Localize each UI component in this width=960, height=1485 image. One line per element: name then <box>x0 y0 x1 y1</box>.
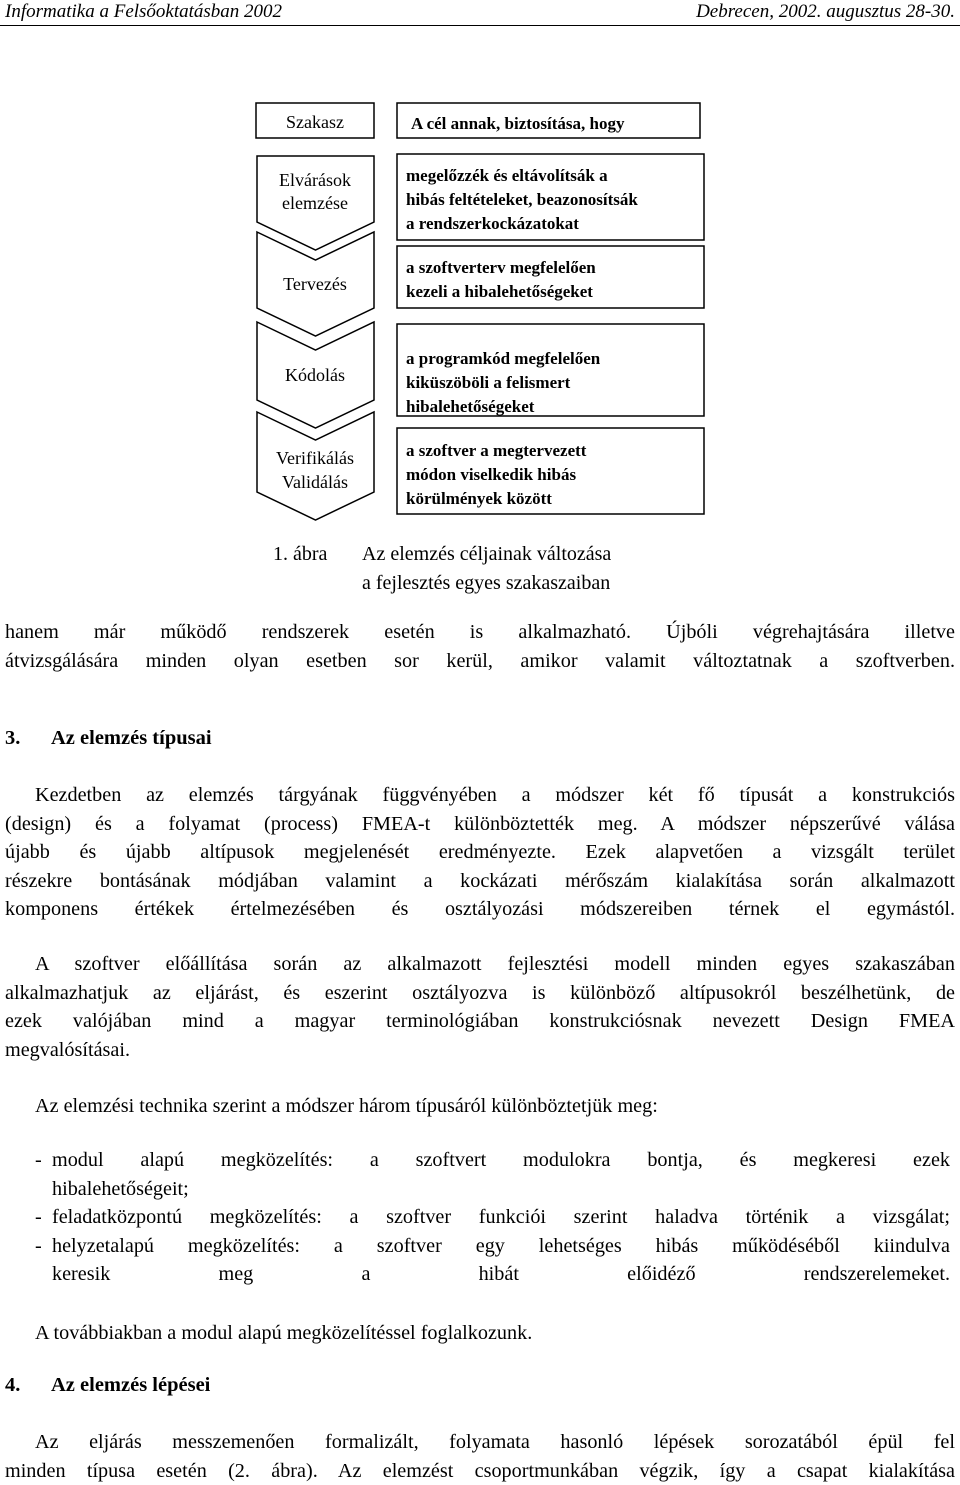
text-line: Az eljárás messzemenően formalizált, folyamata hasonló lépések sorozatából épül fel <box>35 1431 955 1453</box>
goal-text: hibalehetőségeket <box>406 397 535 416</box>
section-title: Az elemzés típusai <box>51 727 212 749</box>
paragraph <box>5 1428 955 1485</box>
header-rule <box>0 25 960 26</box>
section-number: 4. <box>5 1374 21 1396</box>
goal-text: kiküszöböli a felismert <box>406 373 571 392</box>
text-line: minden típusa esetén (2. ábra). Az elemzést csoportmunkában végzik, így a csapat kialakítása <box>5 1459 955 1482</box>
text-line: A továbbiakban a modul alapú megközelítéssel foglalkozunk. <box>35 1322 533 1344</box>
goal-header-label: A cél annak, biztosítása, hogy <box>411 114 625 133</box>
figure-caption-line: a fejlesztés egyes szakaszaiban <box>362 572 611 594</box>
text-line: keresik meg a hibát előidéző rendszerelemeket. <box>52 1263 950 1286</box>
paragraph <box>5 950 955 1064</box>
text-line: átvizsgálására minden olyan esetben sor kerül, amikor valamit változtatnak a szoftverben. <box>5 649 955 672</box>
list-dash: - <box>35 1206 42 1229</box>
text-line: alkalmazhatjuk az eljárást, és eszerint osztályozva is különböző altípusokról beszélhetünk, de <box>5 981 955 1004</box>
text-line: modul alapú megközelítés: a szoftvert modulokra bontja, és megkeresi ezek <box>52 1149 950 1171</box>
goal-text: módon viselkedik hibás <box>406 465 577 484</box>
paragraph <box>35 1319 532 1348</box>
goal-text: a szoftver a megtervezett <box>406 441 587 460</box>
section-number: 3. <box>5 727 21 749</box>
running-header-left: Informatika a Felsőoktatásban 2002 <box>5 1 283 22</box>
text-line: Az elemzési technika szerint a módszer három típusáról különböztetjük meg: <box>35 1095 658 1117</box>
phase-label: Validálás <box>282 472 348 492</box>
text-line: megvalósításai. <box>5 1038 131 1061</box>
text-line: újabb és újabb altípusok megjelenését eredményezte. Ezek alapvetően a vizsgált terület <box>5 841 955 864</box>
goal-text: kezeli a hibalehetőségeket <box>406 282 593 301</box>
goal-text: a rendszerkockázatokat <box>406 214 579 233</box>
text-line: (design) és a folyamat (process) FMEA-t különböztették meg. A módszer népszerűvé válása <box>5 812 955 835</box>
text-line: feladatközpontú megközelítés: a szoftver funkciói szerint haladva történik a vizsgálat; <box>52 1206 950 1229</box>
goal-text: megelőzzék és eltávolítsák a <box>406 166 608 185</box>
figure-caption-number: 1. ábra <box>273 543 328 565</box>
goal-text: körülmények között <box>406 489 552 508</box>
text-line: Kezdetben az elemzés tárgyának függvényében a módszer két fő típusát a konstrukciós <box>35 784 955 806</box>
list-dash: - <box>35 1234 42 1257</box>
goal-text: a programkód megfelelően <box>406 349 601 368</box>
phase-header-label: Szakasz <box>286 112 344 132</box>
phase-label: Tervezés <box>283 274 347 294</box>
phase-label: Kódolás <box>285 365 345 385</box>
paragraph <box>35 1092 658 1121</box>
text-line: A szoftver előállítása során az alkalmazott fejlesztési modell minden egyes szakaszában <box>35 953 955 975</box>
text-line: hanem már működő rendszerek esetén is alkalmazható. Újbóli végrehajtására illetve <box>5 621 955 643</box>
text-line: ezek valójában mind a magyar terminológiában konstrukciósnak nevezett Design FMEA <box>5 1010 955 1033</box>
goal-text: hibás feltételeket, beazonosítsák <box>406 190 638 209</box>
list-item <box>35 1203 950 1232</box>
text-line: részekre bontásának módjában valamint a kockázati mérőszám kialakítása során alkalmazott <box>5 869 955 892</box>
phase-label: elemzése <box>282 193 348 213</box>
text-line: helyzetalapú megközelítés: a szoftver egy lehetséges hibás működéséből kiindulva <box>52 1234 950 1257</box>
phase-goal-diagram <box>0 95 960 525</box>
paragraph <box>5 781 955 924</box>
goal-text: a szoftverterv megfelelően <box>406 258 596 277</box>
section-title: Az elemzés lépései <box>51 1374 211 1396</box>
text-line: komponens értékek értelmezésében és osztályozási módszereiben térnek el egymástól. <box>5 898 955 921</box>
list-dash: - <box>35 1149 42 1171</box>
paragraph <box>5 618 955 675</box>
phase-label: Verifikálás <box>276 448 354 468</box>
text-line: hibalehetőségeit; <box>52 1177 189 1200</box>
list-item <box>35 1232 950 1289</box>
list-item <box>35 1146 950 1203</box>
phase-label: Elvárások <box>279 170 351 190</box>
running-header-right: Debrecen, 2002. augusztus 28-30. <box>696 1 955 22</box>
figure-caption-line: Az elemzés céljainak változása <box>362 543 612 565</box>
bullet-list <box>35 1146 950 1289</box>
